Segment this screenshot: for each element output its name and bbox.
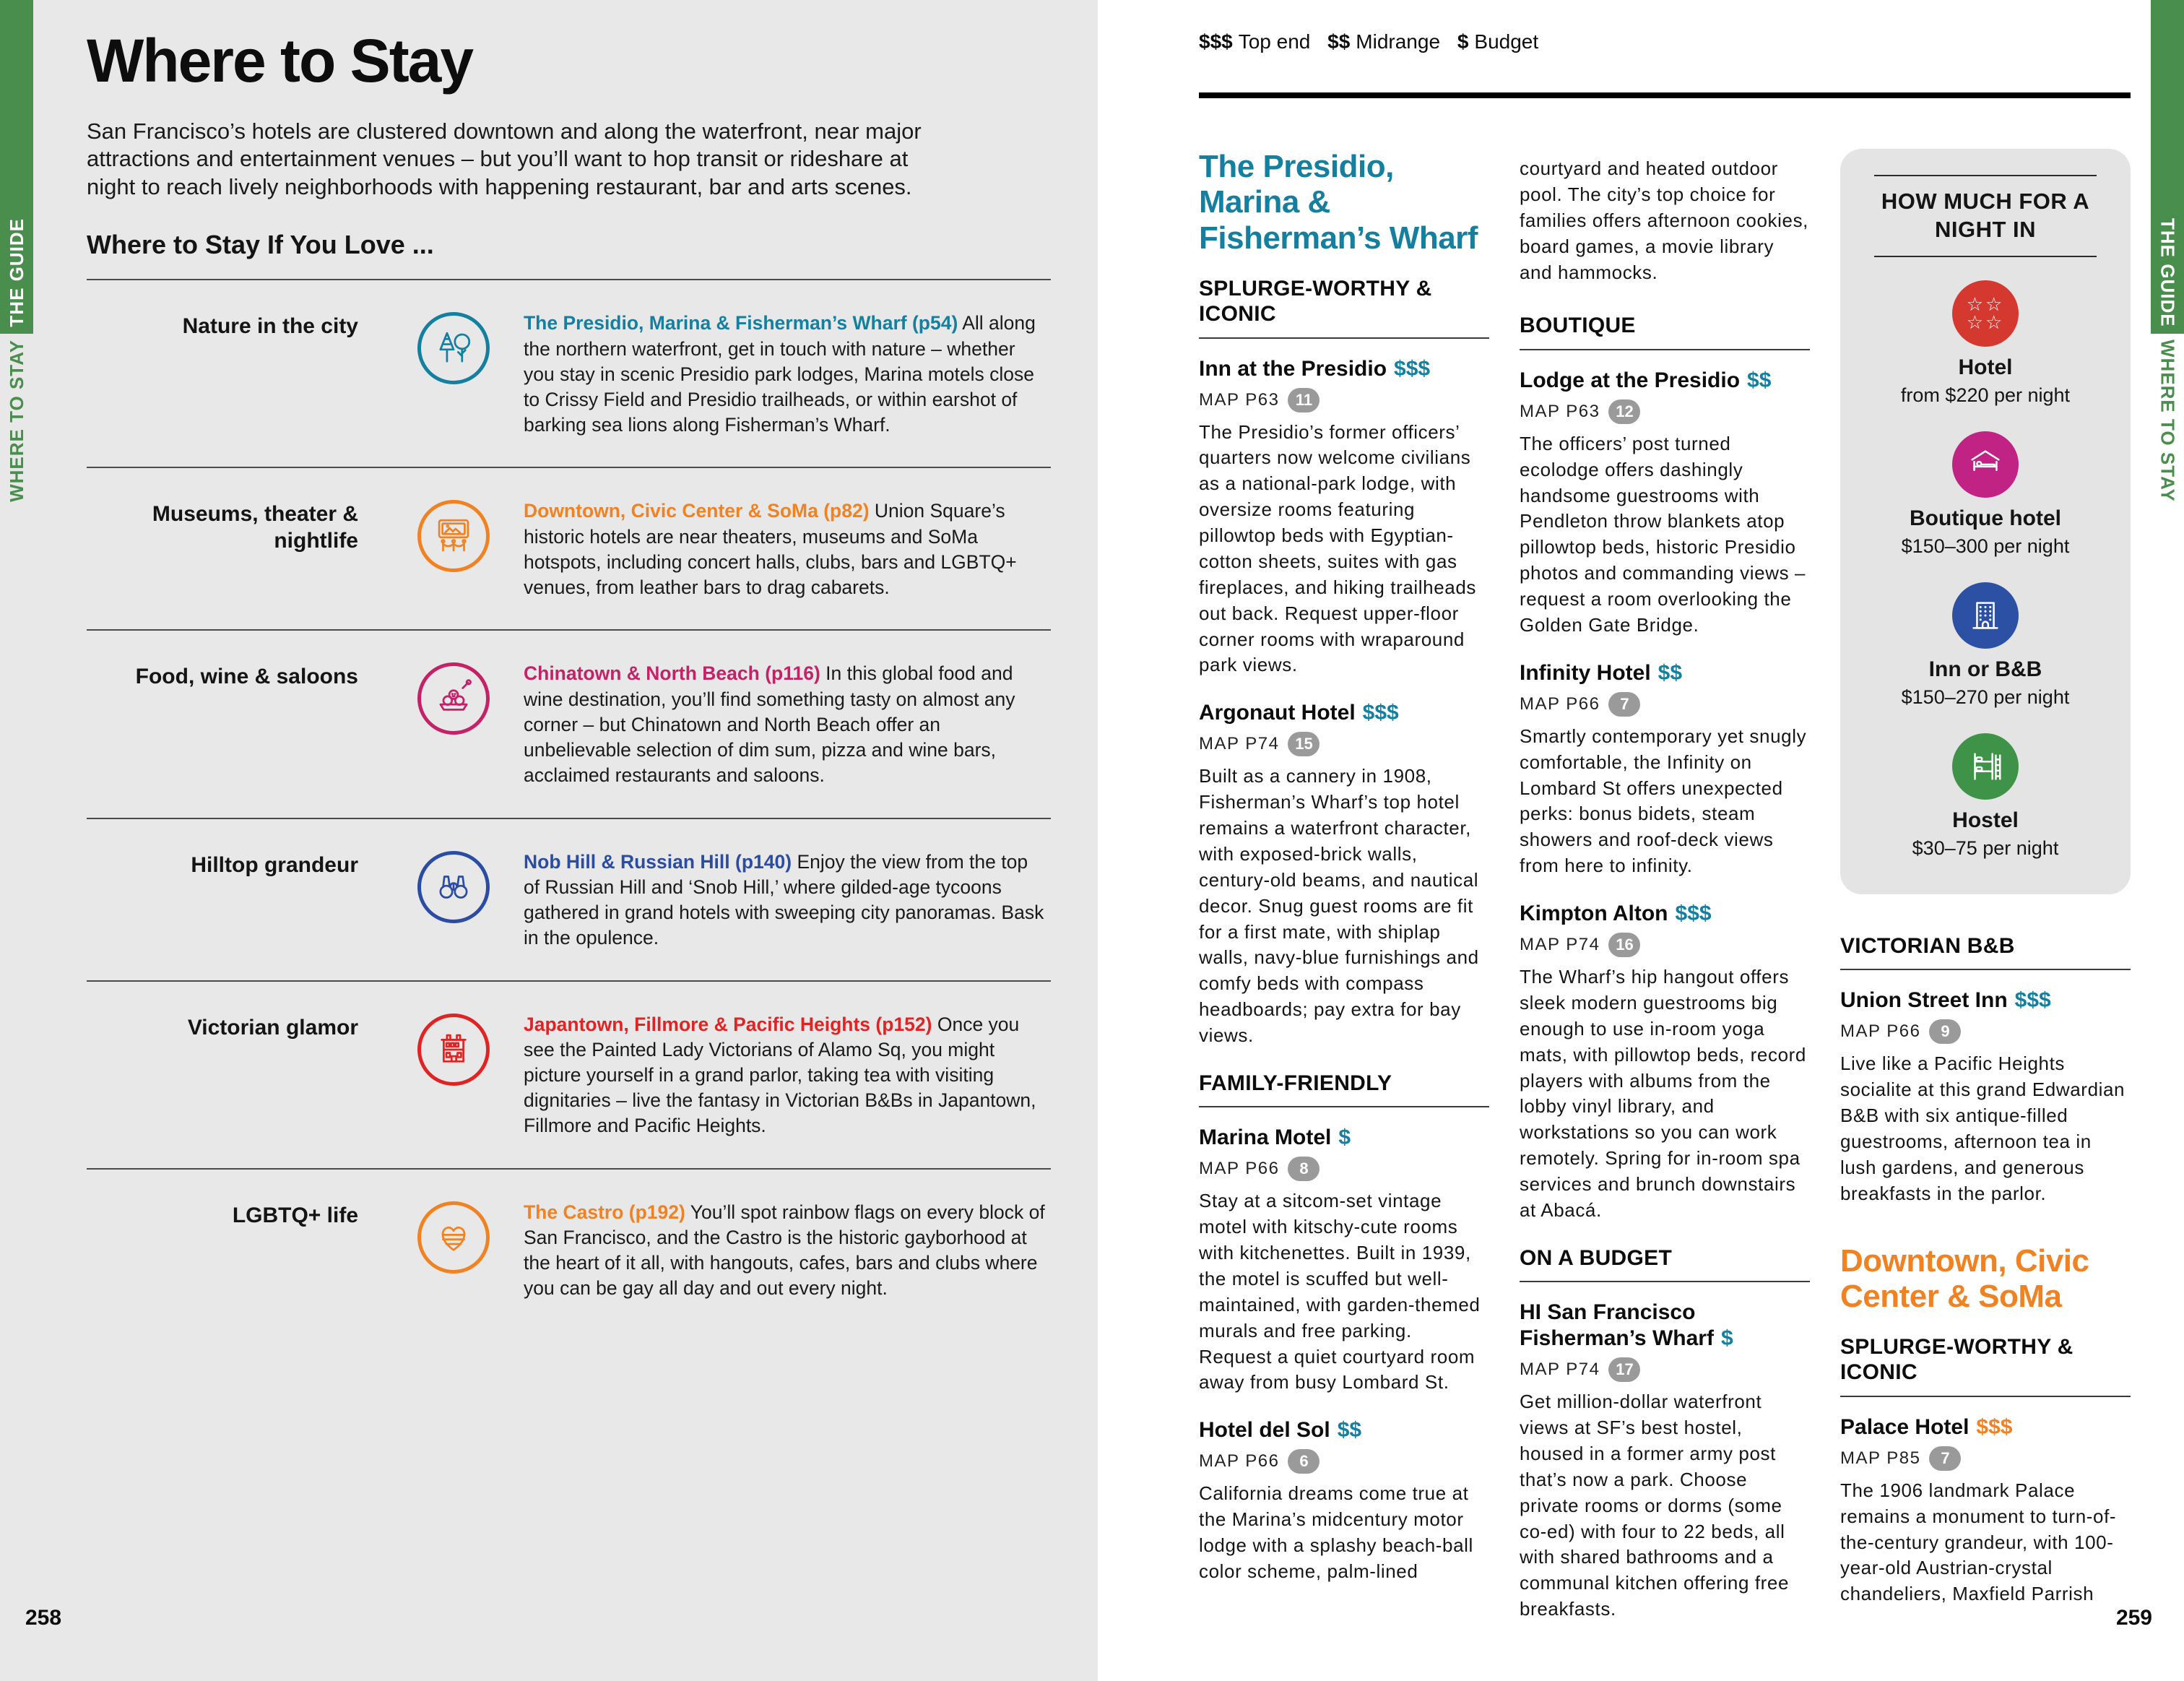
column-prices-victorian xyxy=(1840,149,2131,1629)
hotel-entry xyxy=(1520,368,1810,639)
price-rating: $ xyxy=(1720,1326,1733,1351)
victorian-house-icon xyxy=(417,1014,490,1086)
trees-icon xyxy=(417,312,490,384)
hotel-name: Infinity Hotel xyxy=(1520,660,1651,685)
hotel-entry xyxy=(1520,1300,1810,1622)
guide-band-text: THE GUIDE xyxy=(2157,218,2179,327)
category-family: FAMILY-FRIENDLY xyxy=(1199,1071,1489,1107)
page-number-left: 258 xyxy=(25,1606,62,1630)
price-rating: $$ xyxy=(1337,1418,1362,1443)
hotel-entry xyxy=(1199,1125,1489,1396)
hotel-entry xyxy=(1520,901,1810,1224)
price-rating: $$$ xyxy=(1394,356,1431,381)
row-label: LGBTQ+ life xyxy=(232,1203,358,1227)
guide-band-text: THE GUIDE xyxy=(5,218,27,327)
hotel-entry xyxy=(1520,660,1810,879)
hotel-name: Union Street Inn xyxy=(1840,988,2008,1013)
row-nature xyxy=(87,280,1051,468)
price-rating: $$ xyxy=(1747,368,1772,392)
row-label: Victorian glamor xyxy=(187,1015,358,1040)
hotel-name: Marina Motel xyxy=(1199,1125,1332,1150)
price-item-price: $150–270 per night xyxy=(1901,686,2070,708)
map-marker-badge: 7 xyxy=(1929,1446,1961,1471)
price-rating: $$ xyxy=(1658,660,1683,685)
hotel-description: The 1906 landmark Palace remains a monument to turn-of-the-century grandeur, with 100-year-old Austrian-crystal chandeliers, Maxfield Parrish xyxy=(1840,1479,2117,1605)
hotel-description: Live like a Pacific Heights socialite at this grand Edwardian B&B with six antique-filled guestrooms, afternoon tea in lush gardens, and generous breakfasts in the parlor. xyxy=(1840,1053,2126,1204)
hotel-name-line xyxy=(1199,1125,1489,1151)
row-lgbtq xyxy=(87,1170,1051,1331)
price-label: Midrange xyxy=(1356,30,1441,53)
category-boutique: BOUTIQUE xyxy=(1520,313,1810,350)
hotel-name: Inn at the Presidio xyxy=(1199,356,1387,381)
row-text xyxy=(524,311,1051,438)
hotel-name-line xyxy=(1520,368,1810,394)
row-description: In this global food and wine destination, you’ll find something tasty on almost any corner – but Chinatown and North Beach offer an unbelievable selection of dim sum, pizza and wine bars, acclaimed restaurants and saloons. xyxy=(524,662,1015,787)
neighborhood-link[interactable]: Downtown, Civic Center & SoMa (p82) xyxy=(524,500,870,522)
hotel-name: Lodge at the Presidio xyxy=(1520,368,1741,392)
neighborhood-link[interactable]: Japantown, Fillmore & Pacific Heights (p152) xyxy=(524,1013,932,1035)
price-item-boutique xyxy=(1859,431,2112,559)
price-rating: $$$ xyxy=(2014,988,2051,1013)
price-item-hotel xyxy=(1859,280,2112,408)
category-splurge: SPLURGE-WORTHY & ICONIC xyxy=(1199,276,1489,339)
row-label: Hilltop grandeur xyxy=(191,852,358,877)
price-label: Top end xyxy=(1238,30,1311,53)
map-label: MAP P63 xyxy=(1520,401,1600,421)
hotel-description: The Wharf’s hip hangout offers sleek modern guestrooms big enough to use in-room yoga mats, with pillowtop beds, record players with albums from the lobby vinyl library, and workstations so you can work remotely. Spring for in-room spa services and brunch downstairs at Abacá. xyxy=(1520,966,1806,1221)
hotel-name-line xyxy=(1199,356,1489,382)
price-item-inn xyxy=(1859,582,2112,710)
framed-picture-icon xyxy=(417,500,490,572)
hotel-description: Built as a cannery in 1908, Fisherman’s Wharf’s top hotel remains a waterfront character, with exposed-brick walls, century-old beams, and nautical decor. Snug guest rooms are fit for a first mate, with shiplap walls, navy-blue furnishings and comfy beds with compass headboards; pay extra for bay views. xyxy=(1199,765,1479,1047)
hotel-name-line xyxy=(1520,1300,1810,1352)
intro-paragraph: San Francisco’s hotels are clustered downtown and along the waterfront, near major attractions and entertainment venues – but you’ll want to hop transit or rideshare at night to reach lively neighborhoods with happening restaurant, bar and arts scenes. xyxy=(87,118,922,199)
bed-icon xyxy=(1952,431,2019,498)
hotel-description: The Presidio’s former officers’ quarters now welcome civilians as a national-park lodge, with oversize rooms featuring pillowtop beds with Egyptian-cotton sheets, suites with gas fireplaces, and hiking trailheads out back. Request upper-floor corner rooms with wraparound park views. xyxy=(1199,420,1477,676)
row-label: Museums, theater & nightlife xyxy=(152,502,358,553)
row-description: Union Square’s historic hotels are near theaters, museums and SoMa hotspots, including concert halls, clubs, bars and LGBTQ+ venues, from leather bars to drag cabarets. xyxy=(524,500,1017,599)
bunk-bed-icon xyxy=(1952,733,2019,800)
map-label: MAP P85 xyxy=(1840,1448,1921,1468)
building-icon xyxy=(1952,582,2019,649)
hotel-name-line xyxy=(1199,700,1489,726)
map-marker-badge: 8 xyxy=(1288,1157,1320,1181)
region-title: The Presidio, Marina & Fisherman’s Wharf xyxy=(1199,149,1478,256)
map-reference xyxy=(1199,1157,1489,1181)
hotel-name-line xyxy=(1520,901,1810,927)
map-reference xyxy=(1520,933,1810,957)
guide-band-label-left xyxy=(0,218,33,327)
night-price-box xyxy=(1840,149,2131,894)
row-text xyxy=(524,1012,1051,1139)
page-title: Where to Stay xyxy=(87,27,473,95)
price-key-legend xyxy=(1199,29,2131,55)
hotel-entry xyxy=(1840,988,2131,1206)
price-rating: $$$ xyxy=(1976,1414,2013,1439)
map-label: MAP P66 xyxy=(1199,1159,1280,1179)
continued-description: courtyard and heated outdoor pool. The city’s top choice for families offers afternoon cookies, board games, a movie library and hammocks. xyxy=(1520,157,1809,283)
hotel-name: HI San Francisco Fisherman’s Wharf xyxy=(1520,1300,1714,1351)
hotel-description: Get million-dollar waterfront views at SF’s best hostel, housed in a former army post that’s now a park. Choose private rooms or dorms (some co-ed) with four to 22 beds, all with shared bathrooms and a communal kitchen offering free breakfasts. xyxy=(1520,1391,1790,1620)
row-text xyxy=(524,498,1051,600)
map-marker-badge: 7 xyxy=(1608,692,1640,717)
map-label: MAP P66 xyxy=(1199,1451,1280,1472)
row-food xyxy=(87,631,1051,818)
stay-love-list xyxy=(87,279,1051,1330)
striped-heart-icon xyxy=(417,1201,490,1274)
price-item-hostel xyxy=(1859,733,2112,861)
section-text: WHERE TO STAY xyxy=(2157,340,2179,502)
price-rating: $$$ xyxy=(1362,701,1399,725)
hotel-description: Stay at a sitcom-set vintage motel with kitschy-cute rooms with kitchenettes. Built in 1939, the motel is scuffed but well-maintained, with garden-themed murals and free parking. Request a quiet courtyard room away from busy Lombard St. xyxy=(1199,1190,1481,1393)
map-reference xyxy=(1199,1449,1489,1474)
map-marker-badge: 9 xyxy=(1929,1019,1961,1044)
hotel-description: Smartly contemporary yet snugly comfortable, the Infinity on Lombard St offers unexpected perks: bonus bidets, steam showers and roof-deck views from here to infinity. xyxy=(1520,725,1807,877)
map-marker-badge: 6 xyxy=(1288,1449,1320,1474)
box-rule-bottom xyxy=(1874,256,2097,257)
price-item-name: Hostel xyxy=(1952,808,2019,832)
row-text xyxy=(524,850,1051,951)
price-item-name: Boutique hotel xyxy=(1910,506,2061,530)
four-stars-icon: ☆☆ ☆☆ xyxy=(1952,280,2019,347)
row-hilltop xyxy=(87,819,1051,982)
price-item-price: $150–300 per night xyxy=(1901,535,2070,557)
map-label: MAP P63 xyxy=(1199,389,1280,410)
row-text xyxy=(524,1200,1051,1302)
page-number-right: 259 xyxy=(2115,1606,2152,1630)
binoculars-icon xyxy=(417,851,490,923)
guide-band-label-right xyxy=(2151,218,2184,327)
map-label: MAP P74 xyxy=(1520,935,1600,955)
category-budget: ON A BUDGET xyxy=(1520,1245,1810,1282)
hotel-description: California dreams come true at the Marina’s midcentury motor lodge with a splashy beach-ball color scheme, palm-lined xyxy=(1199,1482,1473,1582)
neighborhood-link[interactable]: Nob Hill & Russian Hill (p140) xyxy=(524,850,792,873)
row-text xyxy=(524,661,1051,788)
map-reference xyxy=(1199,388,1489,412)
map-reference xyxy=(1520,692,1810,717)
price-rating: $$$ xyxy=(1675,902,1712,926)
price-symbol: $$ xyxy=(1327,30,1351,53)
category-victorian: VICTORIAN B&B xyxy=(1840,933,2131,970)
map-reference xyxy=(1840,1019,2131,1044)
hotel-name: Argonaut Hotel xyxy=(1199,701,1356,725)
hotel-entry xyxy=(1199,700,1489,1049)
row-victorian xyxy=(87,982,1051,1170)
price-item-name: Inn or B&B xyxy=(1928,657,2042,681)
hotel-name-line xyxy=(1840,1414,2131,1440)
category-splurge-downtown: SPLURGE-WORTHY & ICONIC xyxy=(1840,1334,2131,1397)
map-marker-badge: 12 xyxy=(1608,399,1640,424)
price-item-name: Hotel xyxy=(1958,355,2013,379)
map-reference xyxy=(1520,1357,1810,1382)
hotel-entry xyxy=(1199,1417,1489,1585)
price-symbol: $$$ xyxy=(1199,30,1233,53)
map-reference xyxy=(1840,1446,2131,1471)
subhead: Where to Stay If You Love ... xyxy=(87,230,434,260)
map-label: MAP P66 xyxy=(1840,1021,1921,1042)
hotel-name: Hotel del Sol xyxy=(1199,1418,1330,1443)
map-marker-badge: 16 xyxy=(1608,933,1640,957)
hotel-name-line xyxy=(1840,988,2131,1014)
row-description: You’ll spot rainbow flags on every block of San Francisco, and the Castro is the historic gayborhood at the heart of it all, with hangouts, cafes, bars and clubs where you can be gay all day and out every night. xyxy=(524,1201,1045,1300)
column-presidio xyxy=(1199,149,1489,1607)
row-label: Food, wine & saloons xyxy=(135,665,358,689)
map-label: MAP P74 xyxy=(1199,734,1280,754)
hotel-description: The officers’ post turned ecolodge offers dashingly handsome guestrooms with Pendleton throw blankets atop pillowtop beds, historic Presidio photos and commanding views – request a room overlooking the Golden Gate Bridge. xyxy=(1520,432,1806,636)
row-label: Nature in the city xyxy=(182,314,358,339)
map-reference xyxy=(1199,732,1489,756)
price-label: Budget xyxy=(1474,30,1539,53)
map-marker-badge: 11 xyxy=(1288,388,1320,412)
header-rule xyxy=(1199,92,2131,98)
left-page-content xyxy=(87,26,1051,1331)
row-museums xyxy=(87,468,1051,631)
map-label: MAP P74 xyxy=(1520,1360,1600,1380)
price-item-price: $30–75 per night xyxy=(1912,837,2059,859)
column-boutique-budget xyxy=(1520,149,1810,1644)
hotel-name-line xyxy=(1199,1417,1489,1443)
night-box-title: HOW MUCH FOR A NIGHT IN xyxy=(1881,189,2090,242)
region-title: Downtown, Civic Center & SoMa xyxy=(1840,1243,2089,1314)
hotel-entry xyxy=(1840,1414,2131,1607)
dim-sum-icon xyxy=(417,662,490,735)
hotel-name: Kimpton Alton xyxy=(1520,902,1668,926)
map-reference xyxy=(1520,399,1810,424)
row-description: Once you see the Painted Lady Victorians of Alamo Sq, you might picture yourself in a grand parlor, taking tea with visiting dignitaries – live the fantasy in Victorian B&Bs in Japantown, Fillmore and Pacific Heights. xyxy=(524,1013,1036,1137)
hotel-name-line xyxy=(1520,660,1810,686)
section-text: WHERE TO STAY xyxy=(5,340,27,502)
neighborhood-link[interactable]: Chinatown & North Beach (p116) xyxy=(524,662,820,685)
hotel-name: Palace Hotel xyxy=(1840,1414,1970,1439)
map-label: MAP P66 xyxy=(1520,693,1600,714)
neighborhood-link[interactable]: The Castro (p192) xyxy=(524,1201,685,1223)
section-label-left xyxy=(0,340,33,502)
hotel-entry xyxy=(1199,356,1489,679)
row-description: Enjoy the view from the top of Russian Hill and ‘Snob Hill,’ where gilded-age tycoons gathered in grand hotels with sweeping city panoramas. Bask in the opulence. xyxy=(524,850,1044,949)
right-page xyxy=(1098,0,2184,1681)
neighborhood-link[interactable]: The Presidio, Marina & Fisherman’s Wharf (p54) xyxy=(524,312,958,334)
section-label-right xyxy=(2151,340,2184,502)
price-symbol: $ xyxy=(1457,30,1469,53)
row-description: All along the northern waterfront, get in touch with nature – whether you stay in scenic Presidio park lodges, Marina motels close to Crissy Field and Presidio trailheads, or within earshot of barking sea lions along Fisherman’s Wharf. xyxy=(524,312,1036,436)
price-rating: $ xyxy=(1338,1125,1351,1150)
map-marker-badge: 15 xyxy=(1288,732,1320,756)
map-marker-badge: 17 xyxy=(1608,1357,1640,1382)
right-page-content xyxy=(1199,29,2131,1644)
price-item-price: from $220 per night xyxy=(1900,384,2071,406)
